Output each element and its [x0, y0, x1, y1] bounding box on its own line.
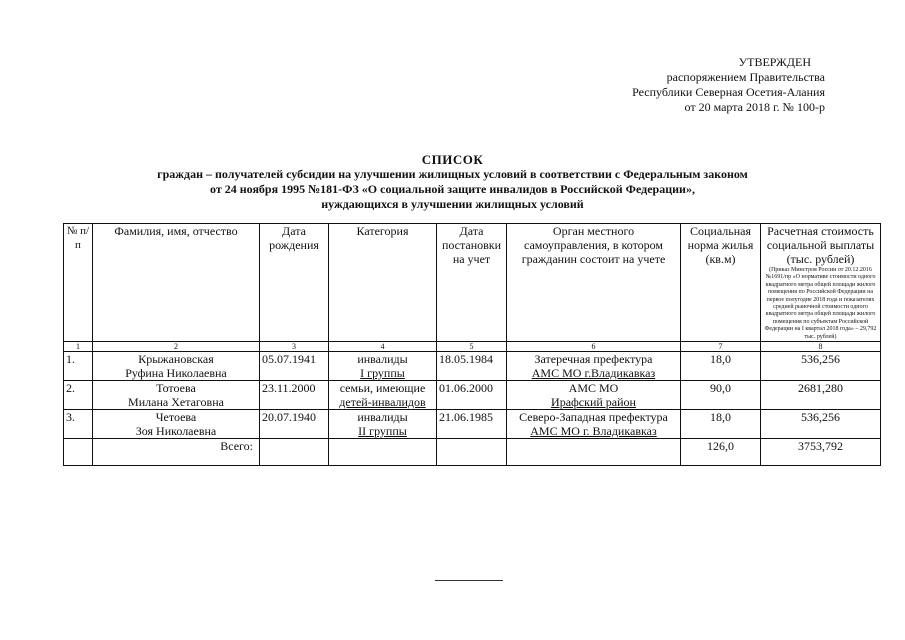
column-index: 4 [329, 342, 437, 352]
total-cost: 3753,792 [761, 439, 881, 466]
header-cost [761, 224, 881, 342]
row-cost: 536,256 [761, 410, 881, 439]
row-organ [507, 410, 681, 439]
column-index: 6 [507, 342, 681, 352]
row-category-line-2: детей-инвалидов [339, 395, 426, 410]
heading-line-2: от 24 ноября 1995 №181-ФЗ «О социальной защите инвалидов в Российской Федерации», [210, 182, 695, 196]
row-reg-date: 21.06.1985 [437, 410, 507, 439]
total-row [64, 439, 881, 466]
header-category: Категория [329, 224, 437, 342]
column-index: 1 [64, 342, 93, 352]
approval-stamp [565, 55, 825, 115]
row-num: 2. [64, 381, 93, 410]
row-organ [507, 352, 681, 381]
total-norm: 126,0 [681, 439, 761, 466]
row-organ-line-2: АМС МО г. Владикавказ [530, 424, 657, 439]
total-empty-cell [507, 439, 681, 466]
row-cost: 2681,280 [761, 381, 881, 410]
row-norm: 18,0 [681, 410, 761, 439]
header-reg-date: Дата постановки на учет [437, 224, 507, 342]
row-organ [507, 381, 681, 410]
row-category-line-1: инвалиды [357, 410, 408, 425]
row-category [329, 352, 437, 381]
column-index: 3 [260, 342, 329, 352]
total-empty-cell [437, 439, 507, 466]
row-organ-line-2: АМС МО г.Владикавказ [531, 366, 656, 381]
row-reg-date: 18.05.1984 [437, 352, 507, 381]
header-norm: Социальная норма жилья (кв.м) [681, 224, 761, 342]
table-row [64, 381, 881, 410]
recipients-table [63, 223, 881, 466]
row-category-line-2: I группы [360, 366, 405, 381]
row-birth: 05.07.1941 [260, 352, 329, 381]
column-index: 2 [93, 342, 260, 352]
row-num: 3. [64, 410, 93, 439]
row-category-line-2: II группы [358, 424, 407, 439]
row-category [329, 381, 437, 410]
row-norm: 90,0 [681, 381, 761, 410]
header-cost-label: Расчетная стоимость социальной выплаты (тыс. рублей) [766, 224, 875, 266]
approval-line-3: от 20 марта 2018 г. № 100-р [684, 100, 825, 114]
table-row [64, 410, 881, 439]
row-birth: 20.07.1940 [260, 410, 329, 439]
approval-title: УТВЕРЖДЕН [738, 55, 811, 69]
heading-line-1: граждан – получателей субсидии на улучшении жилищных условий в соответствии с Федеральным законом [157, 167, 748, 181]
row-cost: 536,256 [761, 352, 881, 381]
heading-line-3: нуждающихся в улучшении жилищных условий [321, 197, 584, 211]
total-empty-cell [260, 439, 329, 466]
column-index: 5 [437, 342, 507, 352]
row-surname: Четоева [155, 410, 197, 425]
total-empty-cell [64, 439, 93, 466]
row-given-names: Руфина Николаевна [125, 366, 227, 381]
row-organ-line-1: АМС МО [568, 381, 619, 396]
table-row [64, 352, 881, 381]
row-fio [93, 410, 260, 439]
row-category-line-1: инвалиды [357, 352, 408, 367]
approval-line-2: Республики Северная Осетия-Алания [632, 85, 825, 99]
table-header-row [64, 224, 881, 342]
row-reg-date: 01.06.2000 [437, 381, 507, 410]
header-num: № п/п [64, 224, 93, 342]
header-cost-note: (Приказ Минстроя России от 20.12.2016 №1691/пр «О нормативе стоимости одного квадратного метра общей площади жилого помещения по Российской Федерации на первое полугодие 2018 года и показателях средней рыночной стоимости одного квадратного метра общей площади жилого помещения по субъектам Российской Федерации на I квартал 2018 года» – 29,792 тыс. рублей) [764, 267, 877, 340]
row-fio [93, 352, 260, 381]
row-category [329, 410, 437, 439]
document-title: СПИСОК [421, 152, 484, 167]
row-num: 1. [64, 352, 93, 381]
row-surname: Тотоева [156, 381, 196, 396]
row-organ-line-2: Ирафский район [551, 395, 636, 410]
row-organ-line-1: Северо-Западная префектура [519, 410, 668, 425]
column-index: 8 [761, 342, 881, 352]
approval-line-1: распоряжением Правительства [666, 70, 825, 84]
row-organ-line-1: Затеречная префектура [534, 352, 653, 367]
column-index-row [64, 342, 881, 352]
row-category-line-1: семьи, имеющие [339, 381, 426, 396]
end-separator-line [435, 580, 503, 581]
total-label: Всего: [93, 439, 260, 466]
row-birth: 23.11.2000 [260, 381, 329, 410]
row-given-names: Милана Хетаговна [128, 395, 224, 410]
total-empty-cell [329, 439, 437, 466]
document-heading [0, 152, 905, 212]
row-fio [93, 381, 260, 410]
row-given-names: Зоя Николаевна [135, 424, 217, 439]
header-birth: Дата рождения [260, 224, 329, 342]
row-norm: 18,0 [681, 352, 761, 381]
header-fio: Фамилия, имя, отчество [93, 224, 260, 342]
column-index: 7 [681, 342, 761, 352]
row-surname: Крыжановская [138, 352, 214, 367]
header-organ: Орган местного самоуправления, в котором гражданин состоит на учете [507, 224, 681, 342]
